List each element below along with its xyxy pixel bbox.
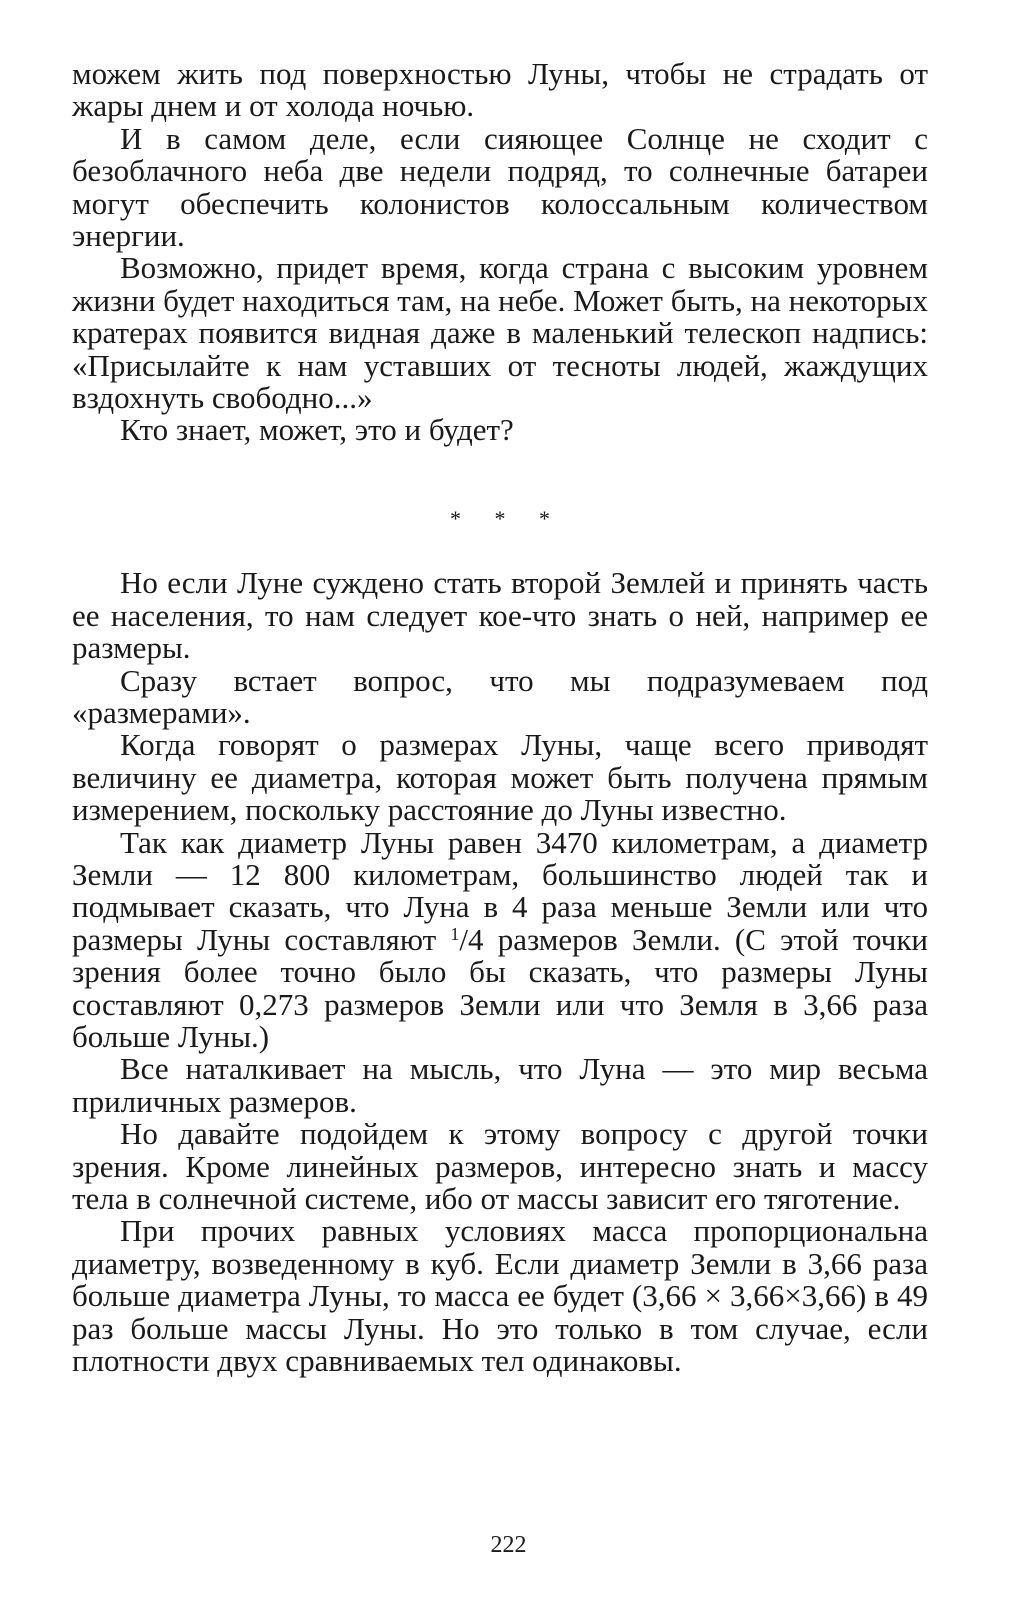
paragraph: Все наталкивает на мысль, что Луна — это мир весьма приличных размеров.: [72, 1051, 928, 1119]
paragraph: Возможно, придет время, когда страна с высоким уровнем жизни будет находиться там, на небе. Может быть, на некоторых кратерах появится видная даже в маленький телескоп надпись: «Присылайте к нам уставших от тесноты людей, жаждущих вздохнуть свободно...»: [72, 250, 928, 416]
page-body: [72, 58, 928, 1377]
paragraph: Когда говорят о размерах Луны, чаще всего приводят величину ее диаметра, которая может быть получена прямым измерением, поскольку расстояние до Луны известно.: [72, 727, 928, 828]
paragraph: При прочих равных условиях масса пропорциональна диаметру, возведенному в куб. Если диаметр Земли в 3,66 раза больше диаметра Луны, то масса ее будет (3,66 × 3,66×3,66) в 49 раз больше массы Луны. Но это только в том случае, если плотности двух сравниваемых тел одинаковы.: [72, 1213, 928, 1379]
paragraph: Но если Луне суждено стать второй Землей и принять часть ее населения, то нам следует кое-что знать о ней, например ее размеры.: [72, 565, 928, 666]
section-break: * * *: [450, 505, 564, 531]
paragraph-text: Так как диаметр Луны равен 3470 километрам, а диаметр Земли — 12 800 километрам, большинство людей так и подмывает сказать, что Луна в 4 раза меньше Земли или что размеры Луны составляют: [72, 824, 928, 957]
paragraph: можем жить под поверхностью Луны, чтобы не страдать от жары днем и от холода ночью.: [72, 56, 928, 124]
paragraph: Кто знает, может, это и будет?: [120, 412, 514, 448]
paragraph-sizes: [72, 824, 928, 1054]
paragraph: И в самом деле, если сияющее Солнце не сходит с безоблачного неба две недели подряд, то солнечные батареи могут обеспечить колонистов колоссальным количеством энергии.: [72, 120, 928, 254]
page-number: 222: [490, 1532, 527, 1558]
paragraph: Сразу встает вопрос, что мы подразумеваем под «размерами».: [72, 662, 928, 730]
paragraph: Но давайте подойдем к этому вопросу с другой точки зрения. Кроме линейных размеров, интересно знать и массу тела в солнечной системе, ибо от массы зависит его тяготение.: [72, 1116, 928, 1216]
paragraph-text: размеров Земли. (С этой точки зрения более точно было бы сказать, что размеры Луны составляют 0,273 размеров Земли или что Земля в 3,66 раза больше Луны.): [72, 921, 928, 1054]
fraction-numerator: 1: [450, 923, 460, 944]
fraction-denominator: /4: [459, 921, 484, 957]
